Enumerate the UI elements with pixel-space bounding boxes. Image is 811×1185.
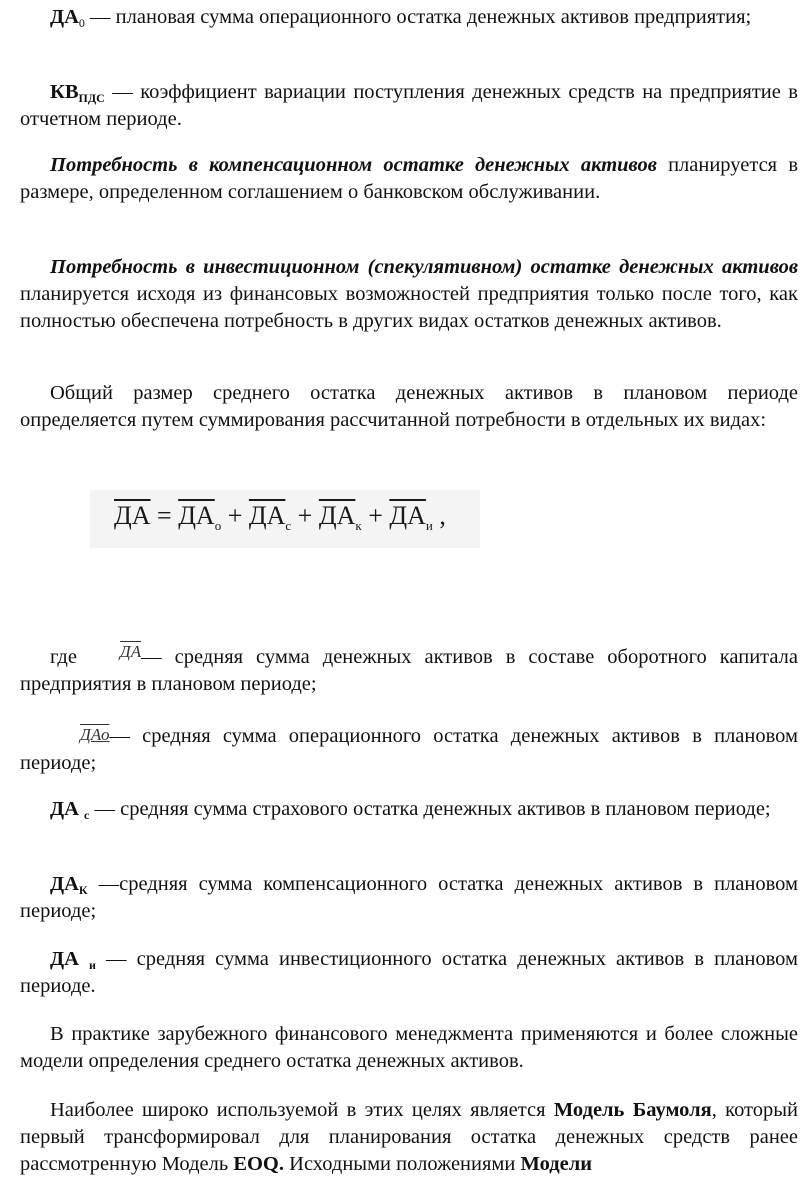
formula-image <box>90 490 480 548</box>
symbol-image: ДАо <box>80 725 110 744</box>
def-kvpds: $КВ_{ПДС}$ — коэффициент вариации поступления денежных средств на предприятие в отчетном периоде. <box>20 81 798 130</box>
def-da-k: $ДА_К$ —средняя сумма компенсационного остатка денежных активов в плановом периоде; <box>20 873 798 922</box>
subscript: ПДС <box>78 91 105 105</box>
investment-paragraph: Потребность в инвестиционном (спекулятивном) остатке денежных активов планируется исходя из финансовых возможностей предприятия только после того, как полностью обеспечена потребность в других видах остатков денежных активов. <box>20 256 798 332</box>
def-da-avg: где ДА— средняя сумма денежных активов в составе оборотного капитала предприятия в плановом периоде; <box>20 638 798 698</box>
def-da-o: ДАо— средняя сумма операционного остатка денежных активов в плановом периоде; <box>20 721 798 777</box>
def-da0: $ДА_0$ — плановая сумма операционного остатка денежных активов предприятия; <box>50 6 752 30</box>
compensation-paragraph: Потребность в компенсационном остатке денежных активов планируется в размере, определенном соглашением о банковском обслуживании. <box>20 154 798 203</box>
symbol-image: ДА <box>119 642 142 661</box>
baumol-paragraph: Наиболее широко используемой в этих целях является Модель Баумоля, который первый трансформировал для планирования остатка денежных средств ранее рассмотренную Модель EOQ. Исходными положениями Модели <box>20 1099 798 1175</box>
def-da-c: ДА $_с$ — средняя сумма страхового остатка денежных активов в плановом периоде; <box>50 798 771 822</box>
foreign-practice-paragraph: В практике зарубежного финансового менеджмента применяются и более сложные модели определения среднего остатка денежных активов. <box>20 1023 798 1072</box>
def-da-i: ДА $_и$ — средняя сумма инвестиционного остатка денежных активов в плановом периоде. <box>20 948 799 997</box>
symbol: КВ <box>50 81 79 103</box>
total-size-paragraph: Общий размер среднего остатка денежных активов в плановом периоде определяется путем суммирования рассчитанной потребности в отдельных их видах: <box>20 382 798 431</box>
subscript: 0 <box>78 16 85 30</box>
symbol: ДА <box>50 6 79 28</box>
formula: ДА = $ДА_о + ДА_с + ДА_к + ДА_и$ , <box>114 501 446 533</box>
